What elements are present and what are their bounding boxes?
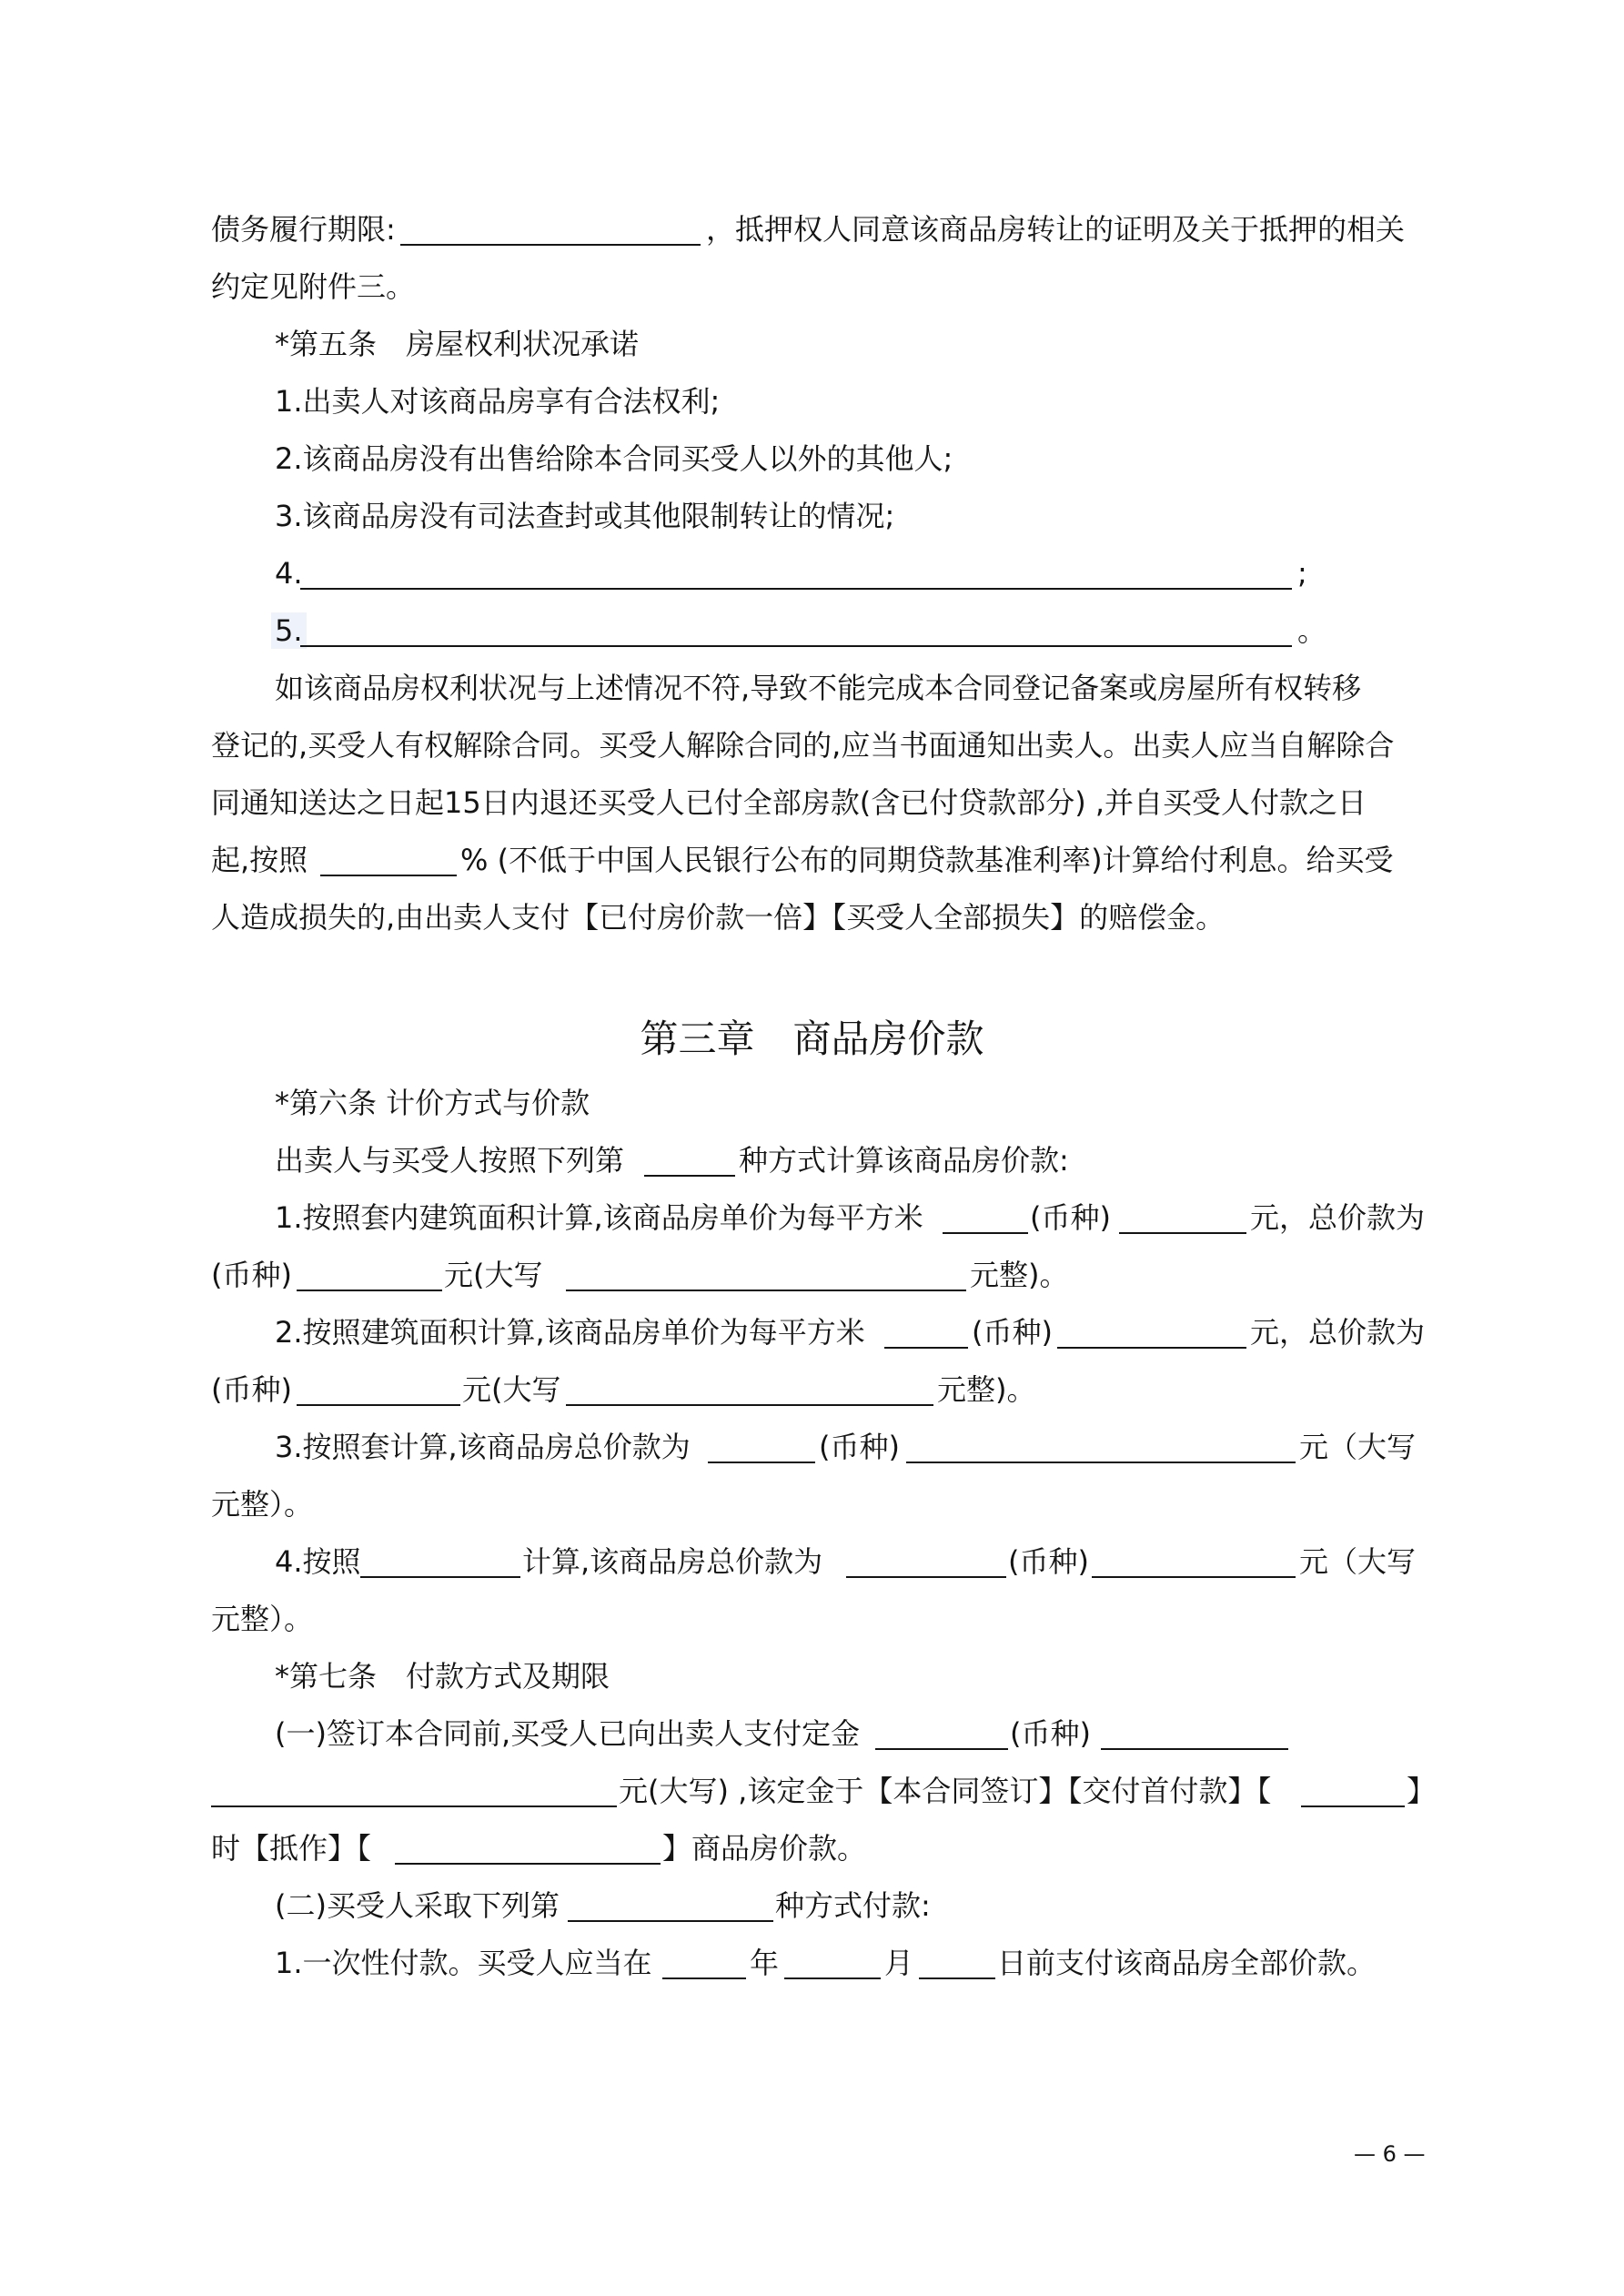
art5-item-4-end: ; — [1297, 556, 1307, 591]
page-number: — 6 — — [1354, 2141, 1426, 2167]
art6-option-1: 元，总价款为 — [1250, 1200, 1426, 1235]
blank-package-total[interactable] — [906, 1434, 1296, 1463]
blank-art5-item-4[interactable] — [300, 561, 1292, 590]
chapter-title — [0, 1016, 1624, 1063]
art7-payment-option-1: 年 — [750, 1946, 780, 1980]
currency-label: (币种) — [1008, 1544, 1089, 1579]
art7-deposit: 时【抵作】【 — [211, 1831, 372, 1866]
art5-item-5-number: 5. — [271, 612, 307, 649]
blank-other-currency[interactable] — [846, 1549, 1006, 1578]
currency-label: (币种) — [819, 1430, 900, 1464]
text-mortgage-consent: ，抵押权人同意该商品房转让的证明及关于抵押的相关 — [706, 212, 1406, 247]
text-debt-term-label: 债务履行期限: — [211, 212, 396, 247]
art5-item-5-end: 。 — [1297, 613, 1327, 648]
art5-item-1: 1.出卖人对该商品房享有合法权利; — [275, 384, 721, 419]
blank-total-price-words[interactable] — [566, 1262, 966, 1291]
paragraph-line: 登记的,买受人有权解除合同。买受人解除合同的,应当书面通知出卖人。出卖人应当自解除合 — [211, 728, 1395, 763]
art7-deposit: 】商品房价款。 — [662, 1831, 867, 1866]
art6-option-4: 4.按照 — [275, 1544, 361, 1579]
article-6-title: *第六条 计价方式与价款 — [275, 1086, 590, 1120]
art7-deposit: 元(大写) ,该定金于【本合同签订】【交付首付款】【 — [619, 1774, 1272, 1808]
art7-payment: (二)买受人采取下列第 — [275, 1888, 560, 1923]
currency-label: (币种) — [211, 1372, 292, 1407]
art7-deposit: (一)签订本合同前,买受人已向出卖人支付定金 — [275, 1716, 861, 1751]
blank-deposit-amount-cont[interactable] — [211, 1778, 617, 1807]
blank-month[interactable] — [784, 1950, 881, 1979]
art6-intro: 种方式计算该商品房价款: — [739, 1143, 1069, 1178]
blank-unit-price-currency[interactable] — [884, 1320, 968, 1349]
art6-option-3: 3.按照套计算,该商品房总价款为 — [275, 1430, 691, 1464]
blank-day[interactable] — [919, 1950, 995, 1979]
blank-payment-method[interactable] — [568, 1893, 773, 1922]
art6-option-3: 元整）。 — [211, 1487, 314, 1522]
blank-deposit-currency[interactable] — [875, 1721, 1008, 1750]
art6-option-2: 元整)。 — [937, 1372, 1036, 1407]
blank-unit-price[interactable] — [1119, 1205, 1246, 1234]
blank-other-method[interactable] — [360, 1549, 520, 1578]
blank-pricing-method[interactable] — [644, 1148, 735, 1177]
art5-item-4-number: 4. — [275, 556, 303, 591]
blank-art5-item-5[interactable] — [300, 618, 1292, 647]
art6-option-3: 元（大写 — [1299, 1430, 1417, 1464]
blank-deposit-amount[interactable] — [1101, 1721, 1288, 1750]
art6-option-2: 2.按照建筑面积计算,该商品房单价为每平方米 — [275, 1315, 865, 1350]
paragraph-line: 起,按照 — [211, 843, 308, 877]
art6-option-1: 元(大写 — [444, 1258, 543, 1292]
text-appendix-ref: 约定见附件三。 — [211, 269, 416, 304]
art5-item-3: 3.该商品房没有司法查封或其他限制转让的情况; — [275, 499, 895, 533]
art7-payment-option-1: 月 — [884, 1946, 914, 1980]
blank-year[interactable] — [662, 1950, 746, 1979]
art6-option-1: 1.按照套内建筑面积计算,该商品房单价为每平方米 — [275, 1200, 923, 1235]
art6-option-4: 计算,该商品房总价款为 — [522, 1544, 823, 1579]
blank-deposit-offset[interactable] — [395, 1836, 661, 1865]
art6-intro: 出卖人与买受人按照下列第 — [275, 1143, 625, 1178]
blank-interest-rate[interactable] — [320, 847, 457, 876]
art7-payment: 种方式付款: — [775, 1888, 931, 1923]
art6-option-2: 元，总价款为 — [1250, 1315, 1426, 1350]
art7-deposit: 】 — [1407, 1774, 1437, 1808]
blank-debt-term[interactable] — [400, 217, 701, 246]
currency-label: (币种) — [972, 1315, 1053, 1350]
paragraph-line: 如该商品房权利状况与上述情况不符,导致不能完成本合同登记备案或房屋所有权转移 — [275, 671, 1362, 705]
blank-total-price[interactable] — [297, 1377, 460, 1406]
paragraph-line: 同通知送达之日起15日内退还买受人已付全部房款(含已付贷款部分) ,并自买受人付款之日 — [211, 785, 1367, 820]
blank-package-currency[interactable] — [708, 1434, 815, 1463]
art7-payment-option-1: 日前支付该商品房全部价款。 — [997, 1946, 1377, 1980]
art6-option-4: 元整）。 — [211, 1602, 314, 1636]
chapter-3-title: 第三章 商品房价款 — [640, 1017, 984, 1061]
art6-option-1: 元整)。 — [970, 1258, 1069, 1292]
blank-total-price[interactable] — [297, 1262, 442, 1291]
blank-unit-price[interactable] — [1057, 1320, 1246, 1349]
article-7-title: *第七条 付款方式及期限 — [275, 1659, 610, 1694]
paragraph-line: % (不低于中国人民银行公布的同期贷款基准利率)计算给付利息。给买受 — [460, 843, 1394, 877]
blank-other-total[interactable] — [1092, 1549, 1296, 1578]
art6-option-4: 元（大写 — [1299, 1544, 1417, 1579]
currency-label: (币种) — [211, 1258, 292, 1292]
currency-label: (币种) — [1030, 1200, 1111, 1235]
blank-total-price-words[interactable] — [566, 1377, 933, 1406]
currency-label: (币种) — [1010, 1716, 1091, 1751]
blank-unit-price-currency[interactable] — [943, 1205, 1028, 1234]
art6-option-2: 元(大写 — [462, 1372, 561, 1407]
article-5-title: *第五条 房屋权利状况承诺 — [275, 327, 640, 361]
art7-payment-option-1: 1.一次性付款。买受人应当在 — [275, 1946, 652, 1980]
art5-item-2: 2.该商品房没有出售给除本合同买受人以外的其他人; — [275, 441, 953, 476]
blank-deposit-other[interactable] — [1301, 1778, 1405, 1807]
paragraph-line: 人造成损失的,由出卖人支付【已付房价款一倍】【买受人全部损失】的赔偿金。 — [211, 900, 1226, 935]
